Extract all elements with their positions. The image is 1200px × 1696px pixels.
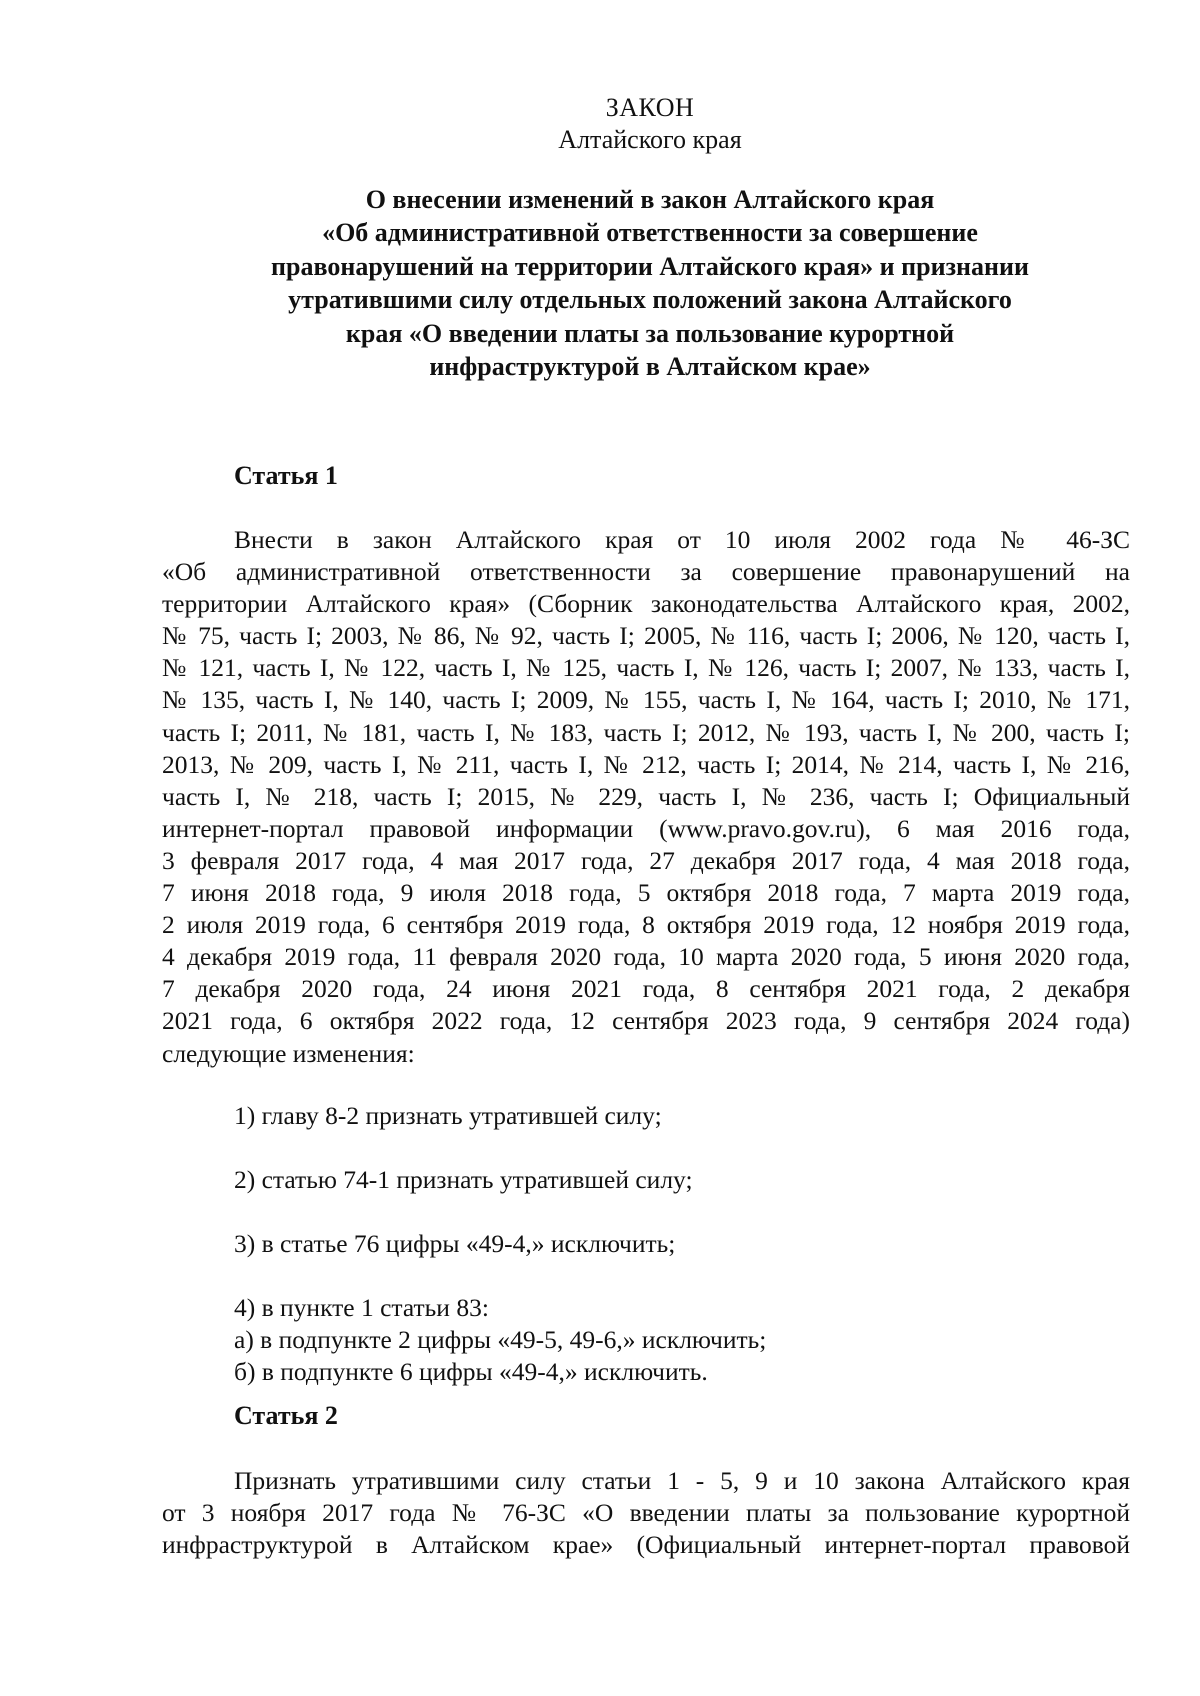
article-1-heading: Статья 1: [234, 461, 338, 490]
subject-line: правонарушений на территории Алтайского края» и признании: [271, 251, 1029, 281]
subject-line: инфраструктурой в Алтайском крае»: [429, 352, 871, 382]
paragraph-line: следующие изменения:: [162, 1038, 415, 1068]
document-type: ЗАКОН: [605, 93, 695, 122]
subject-line: «Об административной ответственности за совершение: [322, 218, 978, 248]
paragraph-line: территории Алтайского края» (Сборник законодательства Алтайского края, 2002,: [162, 589, 1130, 619]
amendment-item-2: 2) статью 74-1 признать утратившей силу;: [234, 1165, 693, 1194]
paragraph-line: от 3 ноября 2017 года № 76-ЗС «О введении платы за пользование курортной: [162, 1498, 1130, 1528]
paragraph-line: Внести в закон Алтайского края от 10 июля 2002 года № 46-ЗС: [234, 525, 1130, 554]
paragraph-line: 3 февраля 2017 года, 4 мая 2017 года, 27 декабря 2017 года, 4 мая 2018 года,: [162, 845, 1130, 875]
article-2-paragraph: [162, 1465, 1130, 1561]
amendment-item-3: 3) в статье 76 цифры «49-4,» исключить;: [234, 1229, 676, 1258]
article-1-paragraph: [162, 524, 1130, 1070]
subject-line: О внесении изменений в закон Алтайского края: [365, 185, 935, 214]
paragraph-line: инфраструктурой в Алтайском крае» (Официальный интернет-портал правовой: [162, 1530, 1130, 1560]
paragraph-line: 2013, № 209, часть I, № 211, часть I, № 212, часть I; 2014, № 214, часть I, № 216,: [162, 749, 1130, 779]
subject-line: утратившими силу отдельных положений закона Алтайского: [288, 285, 1012, 315]
amendment-subitem-b: б) в подпункте 6 цифры «49-4,» исключить.: [234, 1357, 708, 1386]
paragraph-line: № 135, часть I, № 140, часть I; 2009, № 155, часть I, № 164, часть I; 2010, № 171,: [162, 685, 1130, 715]
paragraph-line: 4 декабря 2019 года, 11 февраля 2020 года, 10 марта 2020 года, 5 июня 2020 года,: [162, 942, 1130, 972]
paragraph-line: 7 июня 2018 года, 9 июля 2018 года, 5 октября 2018 года, 7 марта 2019 года,: [162, 878, 1130, 908]
amendment-subitem-a: а) в подпункте 2 цифры «49-5, 49-6,» исключить;: [234, 1325, 767, 1354]
amendment-item-1: 1) главу 8-2 признать утратившей силу;: [234, 1101, 662, 1130]
paragraph-line: часть I, № 218, часть I; 2015, № 229, часть I, № 236, часть I; Официальный: [162, 781, 1130, 811]
paragraph-line: 7 декабря 2020 года, 24 июня 2021 года, 8 сентября 2021 года, 2 декабря: [162, 974, 1130, 1004]
law-subject-title: [200, 183, 1100, 383]
paragraph-line: интернет-портал правовой информации (www.pravo.gov.ru), 6 мая 2016 года,: [162, 813, 1130, 843]
article-2-heading: Статья 2: [234, 1401, 338, 1430]
paragraph-line: 2 июля 2019 года, 6 сентября 2019 года, 8 октября 2019 года, 12 ноября 2019 года,: [162, 910, 1130, 940]
subject-line: края «О введении платы за пользование курортной: [345, 318, 955, 348]
paragraph-line: № 121, часть I, № 122, часть I, № 125, часть I, № 126, часть I; 2007, № 133, часть I,: [162, 653, 1130, 683]
paragraph-line: часть I; 2011, № 181, часть I, № 183, часть I; 2012, № 193, часть I, № 200, часть I;: [162, 717, 1130, 747]
amendment-item-4: 4) в пункте 1 статьи 83:: [234, 1293, 489, 1322]
document-region: Алтайского края: [558, 125, 742, 154]
paragraph-line: «Об административной ответственности за совершение правонарушений на: [162, 557, 1130, 587]
paragraph-line: Признать утратившими силу статьи 1 - 5, 9 и 10 закона Алтайского края: [234, 1466, 1130, 1495]
paragraph-line: 2021 года, 6 октября 2022 года, 12 сентября 2023 года, 9 сентября 2024 года): [162, 1006, 1130, 1036]
paragraph-line: № 75, часть I; 2003, № 86, № 92, часть I; 2005, № 116, часть I; 2006, № 120, часть I,: [162, 621, 1130, 651]
